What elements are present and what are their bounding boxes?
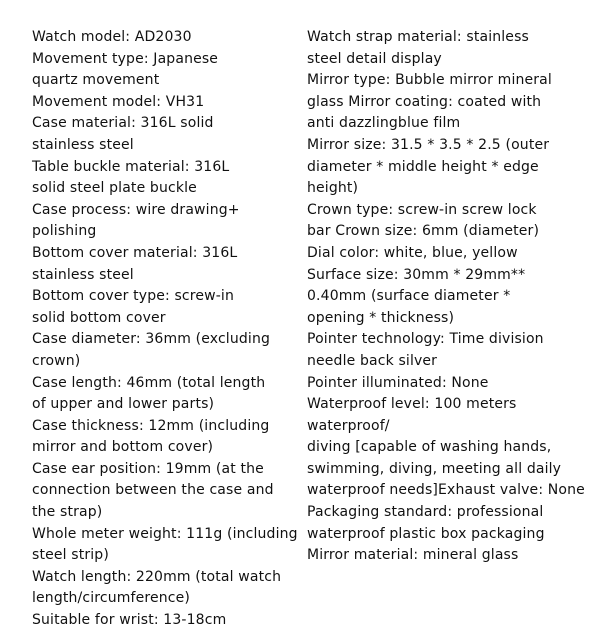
spec-line: Watch length: 220mm (total watch [32, 568, 282, 585]
spec-line: Dial color: white, blue, yellow [307, 244, 518, 261]
spec-line: Mirror size: 31.5 * 3.5 * 2.5 (outer [307, 136, 550, 153]
spec-line: steel detail display [307, 50, 442, 67]
spec-line: waterproof/ [307, 417, 390, 434]
spec-line: Mirror type: Bubble mirror mineral [307, 72, 552, 89]
spec-line: Packaging standard: professional [307, 504, 544, 521]
spec-line: diameter * middle height * edge [307, 158, 539, 175]
spec-line: Bottom cover type: screw-in [32, 288, 234, 305]
spec-line: needle back silver [307, 352, 438, 369]
spec-right-column [307, 27, 595, 567]
spec-line: Waterproof level: 100 meters [307, 396, 517, 413]
spec-line: Case material: 316L solid [32, 115, 214, 132]
spec-line: Mirror material: mineral glass [307, 547, 519, 564]
spec-line: Pointer technology: Time division [307, 331, 544, 348]
spec-line: Case length: 46mm (total length [32, 374, 266, 391]
spec-line: diving [capable of washing hands, [307, 439, 552, 456]
spec-line: waterproof plastic box packaging [307, 525, 545, 542]
spec-line: Case thickness: 12mm (including [32, 417, 270, 434]
spec-line: steel strip) [32, 547, 109, 564]
spec-line: anti dazzlingblue film [307, 115, 461, 132]
spec-line: Movement model: VH31 [32, 93, 205, 110]
spec-line: Table buckle material: 316L [32, 158, 230, 175]
spec-line: connection between the case and [32, 482, 274, 499]
spec-line: Case diameter: 36mm (excluding [32, 331, 271, 348]
spec-line: stainless steel [32, 266, 134, 283]
spec-line: Bottom cover material: 316L [32, 244, 238, 261]
spec-line: length/circumference) [32, 590, 190, 607]
spec-line: polishing [32, 223, 97, 240]
spec-line: opening * thickness) [307, 309, 455, 326]
spec-line: Watch strap material: stainless [307, 29, 529, 45]
spec-line: the strap) [32, 504, 103, 521]
spec-line: Watch model: AD2030 [32, 29, 192, 45]
spec-line: 0.40mm (surface diameter * [307, 288, 511, 305]
spec-line: Crown type: screw-in screw lock [307, 201, 537, 218]
spec-line: crown) [32, 352, 81, 369]
spec-line: stainless steel [32, 136, 134, 153]
spec-line: solid bottom cover [32, 309, 166, 326]
spec-line: Surface size: 30mm * 29mm** [307, 266, 526, 283]
spec-line: waterproof needs]Exhaust valve: None [307, 482, 585, 499]
spec-line: Case ear position: 19mm (at the [32, 460, 264, 477]
spec-line: bar Crown size: 6mm (diameter) [307, 223, 540, 240]
spec-line: mirror and bottom cover) [32, 439, 214, 456]
spec-line: solid steel plate buckle [32, 180, 197, 197]
spec-line: glass Mirror coating: coated with [307, 93, 542, 110]
spec-line: quartz movement [32, 72, 160, 89]
spec-left-column [32, 27, 304, 632]
spec-line: Whole meter weight: 111g (including [32, 525, 298, 542]
spec-line: Suitable for wrist: 13-18cm [32, 612, 227, 629]
spec-line: Case process: wire drawing+ [32, 201, 240, 218]
spec-line: Movement type: Japanese [32, 50, 219, 67]
spec-line: Pointer illuminated: None [307, 374, 489, 391]
spec-line: height) [307, 180, 359, 197]
spec-line: of upper and lower parts) [32, 396, 215, 413]
spec-line: swimming, diving, meeting all daily [307, 460, 562, 477]
